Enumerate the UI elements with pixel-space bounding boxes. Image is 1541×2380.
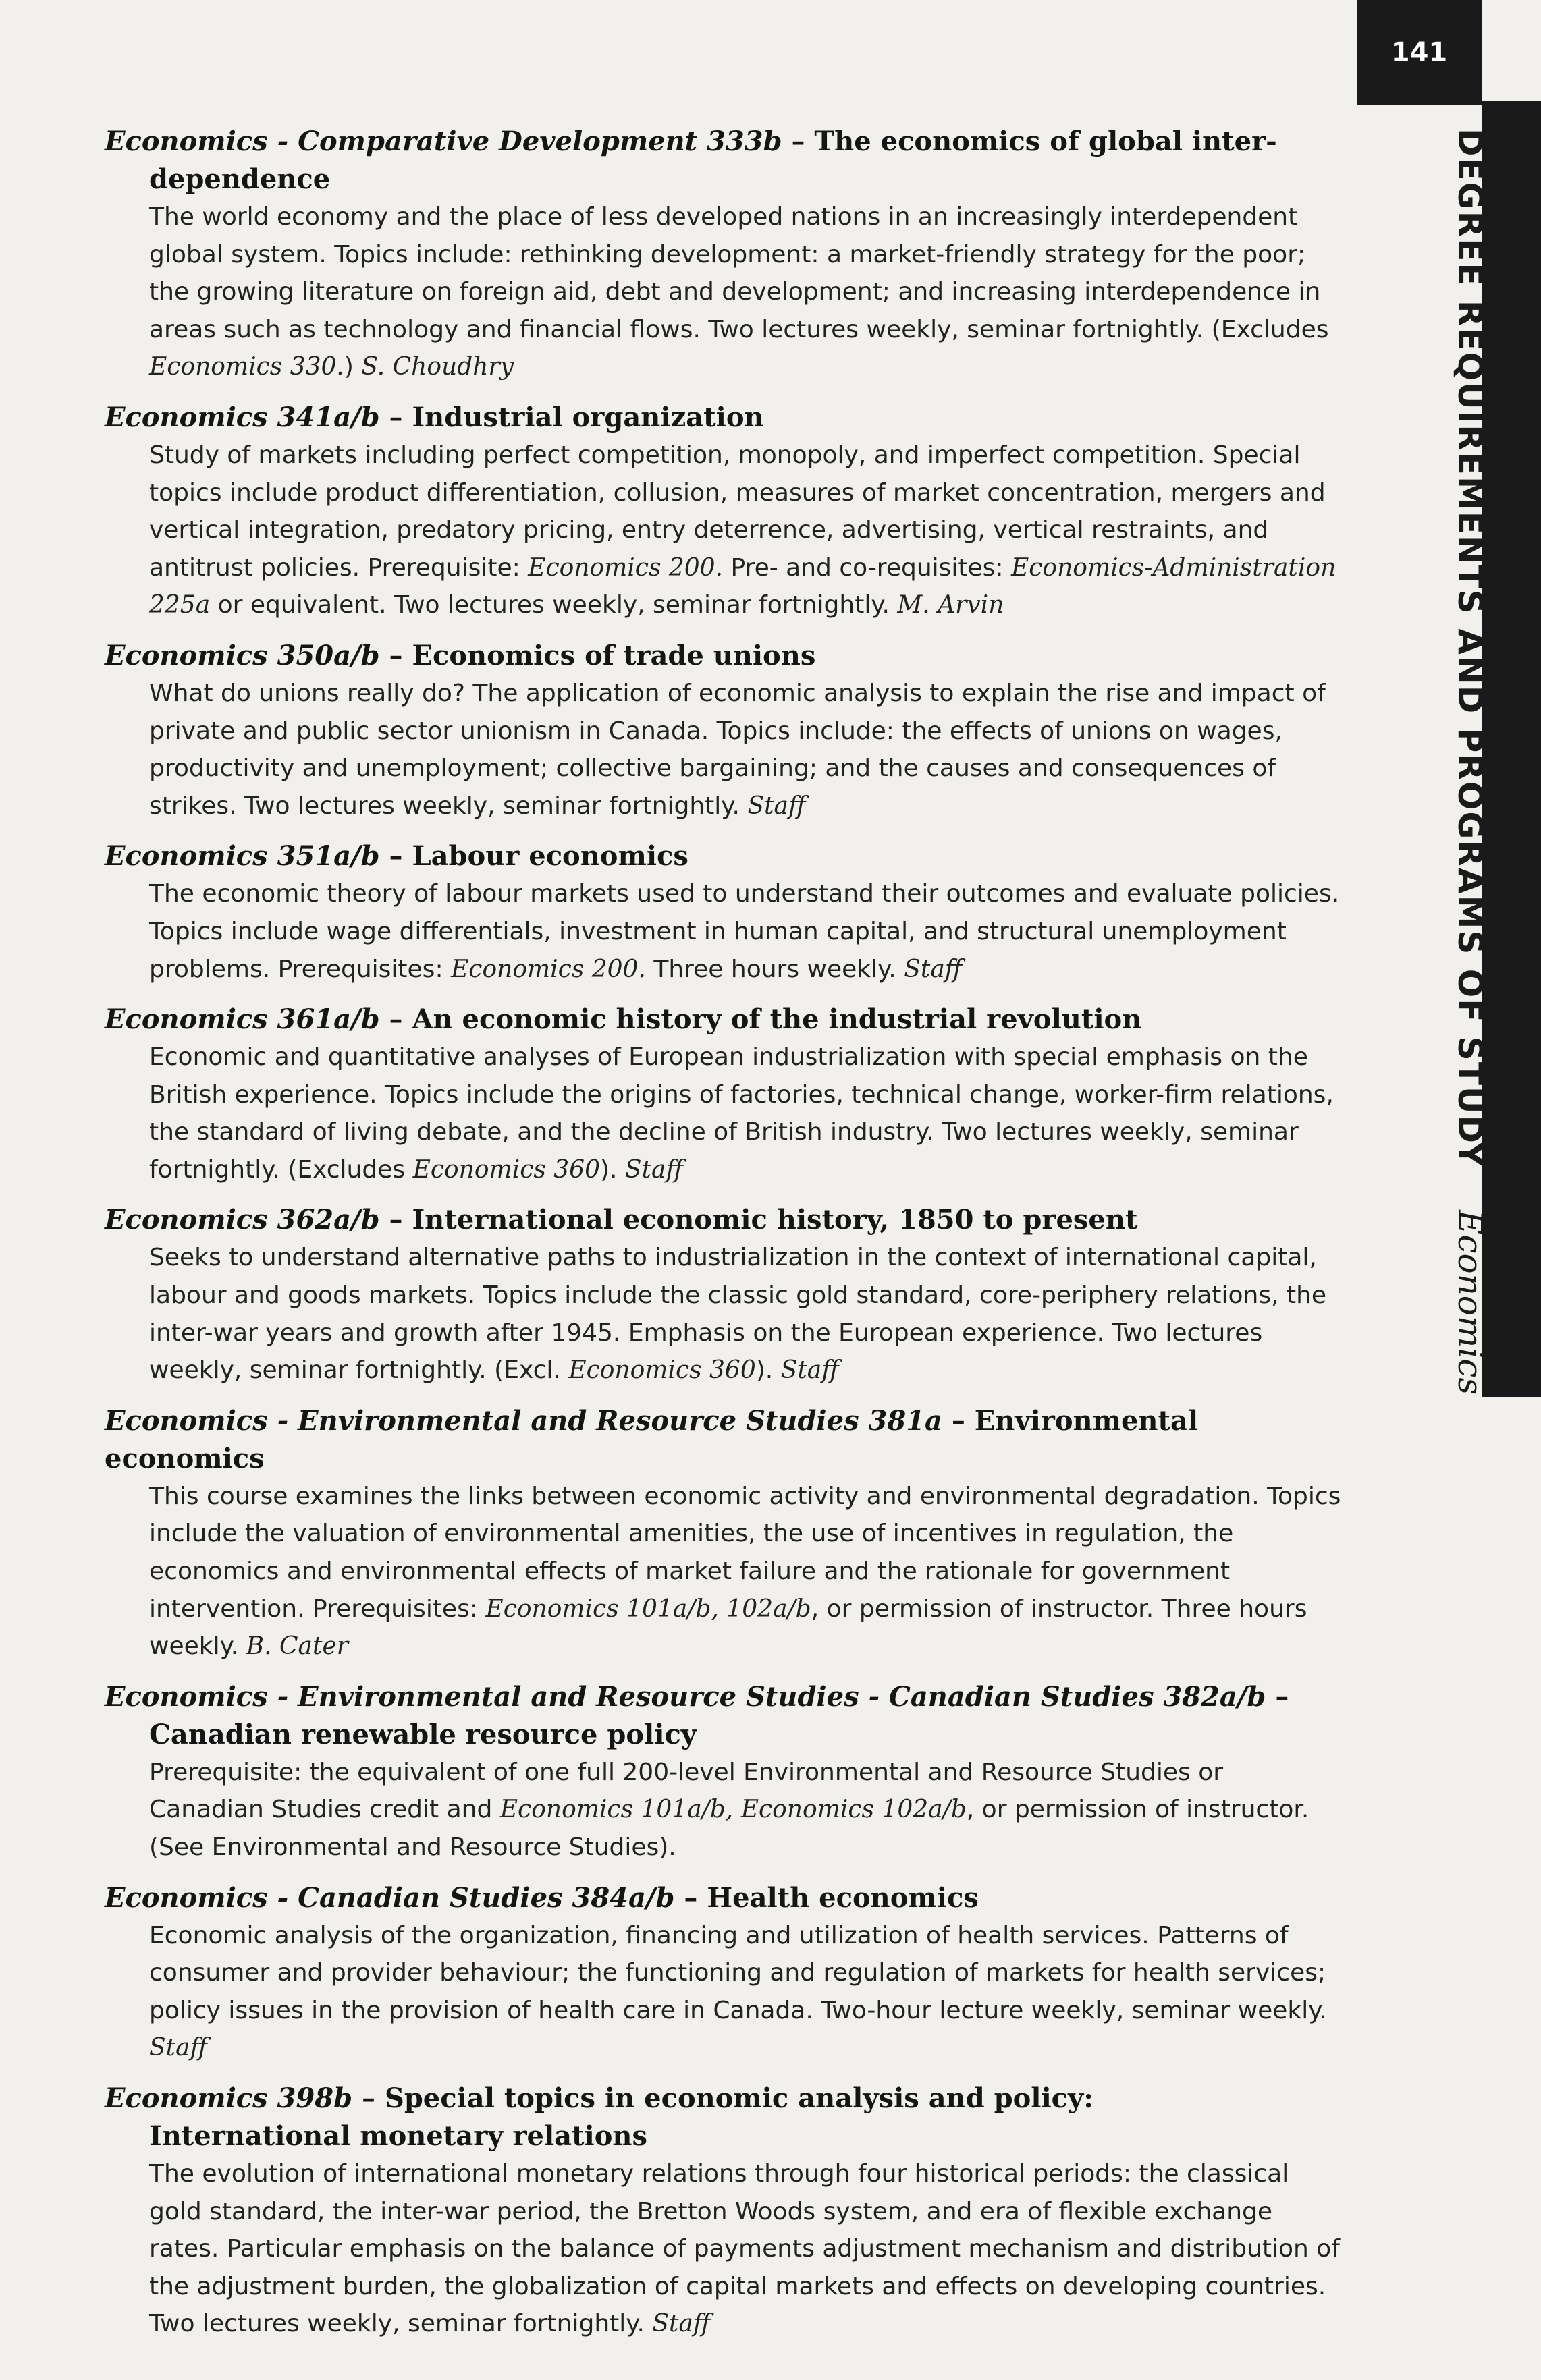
course-heading bbox=[105, 1879, 1343, 1917]
course-code: Economics - Environmental and Resource Studies - Canadian Studies 382a/b bbox=[105, 1680, 1266, 1713]
course-code: Economics 350a/b bbox=[105, 639, 380, 671]
course-entry bbox=[105, 637, 1343, 825]
course-entry bbox=[105, 1678, 1343, 1866]
heading-dash: – bbox=[1266, 1680, 1289, 1713]
course-entry bbox=[105, 123, 1343, 386]
course-title-line2: dependence bbox=[149, 163, 331, 195]
heading-dash: – bbox=[379, 401, 412, 433]
course-entry bbox=[105, 1201, 1343, 1389]
course-entry bbox=[105, 2080, 1343, 2343]
course-entry bbox=[105, 1879, 1343, 2067]
course-description bbox=[105, 1478, 1343, 1665]
heading-dash: – bbox=[379, 1003, 412, 1036]
description-italic: Economics 101a/b, 102a/b bbox=[485, 1595, 811, 1623]
course-entry bbox=[105, 1001, 1343, 1188]
course-title: Environmental economics bbox=[105, 1404, 1199, 1474]
course-heading bbox=[105, 1001, 1343, 1039]
description-italic: Staff bbox=[149, 2034, 208, 2062]
description-italic: Staff bbox=[904, 955, 963, 983]
description-text: This course examines the links between economic activity and environmental degradation. Topics include the valuation of environmental amenities, the use of incentives in regulation, the economics and environmental effects of market failure and the rationale for government intervention. Prerequisites: bbox=[149, 1482, 1341, 1623]
course-description bbox=[105, 875, 1343, 988]
section-subheading: Economics bbox=[1451, 1209, 1490, 1395]
heading-dash: – bbox=[379, 840, 412, 873]
description-italic: Economics 360 bbox=[412, 1155, 600, 1184]
description-italic: Economics 101a/b, Economics 102a/b bbox=[499, 1796, 967, 1824]
course-entry bbox=[105, 837, 1343, 988]
description-text: Study of markets including perfect competition, monopoly, and imperfect competition. Special topics include product differentiation, collusion, measures of market concentration, mergers and vertical integration, predatory pricing, entry deterrence, advertising, vertical restraints, and antitrust policies. Prerequisite: bbox=[149, 441, 1326, 582]
course-title: Industrial organization bbox=[412, 401, 764, 433]
heading-dash: – bbox=[379, 639, 412, 671]
description-text: The economic theory of labour markets used to understand their outcomes and evaluate policies. Topics include wage differentials, investment in human capital, and structural unemployment problems. Prerequisites: bbox=[149, 880, 1340, 983]
course-title: International economic history, 1850 to present bbox=[412, 1204, 1138, 1236]
description-italic: Economics 330. bbox=[149, 353, 344, 381]
heading-dash: – bbox=[379, 1204, 412, 1236]
description-text: Economic analysis of the organization, financing and utilization of health services. Patterns of consumer and provider behaviour; the functioning and regulation of markets for health services; policy issues in the provision of health care in Canada. Two-hour lecture weekly, seminar weekly. bbox=[149, 1921, 1327, 2024]
heading-dash: – bbox=[942, 1404, 975, 1437]
course-heading bbox=[105, 837, 1343, 875]
course-description bbox=[105, 1917, 1343, 2067]
course-description bbox=[105, 1239, 1343, 1389]
description-text: Pre- and co-requisites: bbox=[723, 553, 1011, 582]
course-entry bbox=[105, 399, 1343, 624]
course-title: Labour economics bbox=[412, 840, 688, 873]
description-italic: S. Choudhry bbox=[361, 353, 514, 381]
description-text: ) bbox=[344, 353, 362, 381]
course-entry bbox=[105, 1402, 1343, 1665]
course-code: Economics 341a/b bbox=[105, 401, 380, 433]
description-italic: Economics-Administration 225a bbox=[149, 553, 1336, 619]
course-code: Economics 362a/b bbox=[105, 1204, 380, 1236]
course-heading bbox=[105, 2080, 1343, 2155]
course-heading bbox=[105, 123, 1343, 198]
description-text: or equivalent. Two lectures weekly, seminar fortnightly. bbox=[210, 591, 898, 619]
course-description bbox=[105, 437, 1343, 624]
course-listing bbox=[105, 123, 1343, 2356]
course-heading bbox=[105, 1201, 1343, 1239]
description-text: Seeks to understand alternative paths to industrialization in the context of international capital, labour and goods markets. Topics include the classic gold standard, core-periphery relations, the inter-war years and growth after 1945. Emphasis on the European experience. Two lectures weekly, seminar fortnightly. (Excl. bbox=[149, 1244, 1327, 1385]
course-title: An economic history of the industrial revolution bbox=[412, 1003, 1142, 1036]
course-title: Special topics in economic analysis and policy: bbox=[384, 2082, 1094, 2114]
course-code: Economics - Environmental and Resource Studies 381a bbox=[105, 1404, 942, 1437]
page-number: 141 bbox=[1357, 0, 1482, 105]
course-title-line2: Canadian renewable resource policy bbox=[149, 1718, 697, 1750]
description-text: Prerequisite: the equivalent of one full 200-level Environmental and Resource Studies or Canadian Studies credit and bbox=[149, 1758, 1224, 1824]
course-description bbox=[105, 2155, 1343, 2343]
description-italic: Economics 200. bbox=[528, 553, 724, 582]
course-title: The economics of global inter- bbox=[814, 126, 1277, 157]
heading-dash: – bbox=[782, 126, 815, 157]
course-description bbox=[105, 198, 1343, 386]
course-heading bbox=[105, 637, 1343, 675]
description-italic: Staff bbox=[652, 2310, 711, 2338]
description-italic: Economics 360 bbox=[568, 1356, 756, 1385]
description-text: What do unions really do? The application of economic analysis to explain the rise and impact of private and public sector unionism in Canada. Topics include: the effects of unions on wages, productivity and unemployment; collective bargaining; and the causes and consequences of strikes. Two lectures weekly, seminar fortnightly. bbox=[149, 679, 1326, 820]
course-description bbox=[105, 1039, 1343, 1188]
course-description bbox=[105, 675, 1343, 825]
course-heading bbox=[105, 1678, 1343, 1754]
course-title: Economics of trade unions bbox=[412, 639, 816, 671]
side-tab-bar bbox=[1482, 101, 1541, 1397]
section-heading: DEGREE REQUIREMENTS AND PROGRAMS OF STUDY bbox=[1451, 128, 1490, 1168]
description-text: ). bbox=[755, 1356, 781, 1385]
description-italic: M. Arvin bbox=[897, 591, 1004, 619]
description-italic: B. Cater bbox=[246, 1632, 348, 1661]
section-heading-vertical bbox=[1451, 128, 1490, 1395]
course-code: Economics 398b bbox=[105, 2082, 353, 2114]
description-text: , or permission of instructor. Three hours weekly. bbox=[149, 1595, 1307, 1661]
course-code: Economics 361a/b bbox=[105, 1003, 380, 1036]
course-description bbox=[105, 1754, 1343, 1866]
course-title: Health economics bbox=[707, 1881, 979, 1914]
description-text: , or permission of instructor. (See Environmental and Resource Studies). bbox=[149, 1796, 1309, 1861]
heading-dash: – bbox=[674, 1881, 707, 1914]
description-italic: Economics 200. bbox=[451, 955, 646, 983]
description-text: The evolution of international monetary relations through four historical periods: the classical gold standard, the inter-war period, the Bretton Woods system, and era of flexible exchange rates. Particular emphasis on the balance of payments adjustment mechanism and distribution of the adjustment burden, the globalization of capital markets and effects on developing countries. Two lectures weekly, seminar fortnightly. bbox=[149, 2159, 1340, 2338]
description-text: The world economy and the place of less developed nations in an increasingly interdependent global system. Topics include: rethinking development: a market-friendly strategy for the poor; the growing literature on foreign aid, debt and development; and increasing interdependence in areas such as technology and financial flows. Two lectures weekly, seminar fortnightly. (Excludes bbox=[149, 203, 1329, 343]
description-italic: Staff bbox=[624, 1155, 684, 1184]
description-italic: Staff bbox=[780, 1356, 839, 1385]
course-title-line2: International monetary relations bbox=[149, 2120, 648, 2152]
course-code: Economics 351a/b bbox=[105, 840, 380, 873]
course-heading bbox=[105, 399, 1343, 437]
description-italic: Staff bbox=[747, 792, 806, 820]
course-code: Economics - Comparative Development 333b bbox=[105, 126, 782, 157]
description-text: Economic and quantitative analyses of European industrialization with special emphasis on the British experience. Topics include the origins of factories, technical change, worker-firm relations, the standard of living debate, and the decline of British industry. Two lectures weekly, seminar fortnightly. (Excludes bbox=[149, 1043, 1334, 1184]
course-code: Economics - Canadian Studies 384a/b bbox=[105, 1881, 675, 1914]
heading-dash: – bbox=[352, 2082, 385, 2114]
description-text: ). bbox=[599, 1155, 625, 1184]
course-heading bbox=[105, 1402, 1343, 1478]
description-text: Three hours weekly. bbox=[645, 955, 904, 983]
